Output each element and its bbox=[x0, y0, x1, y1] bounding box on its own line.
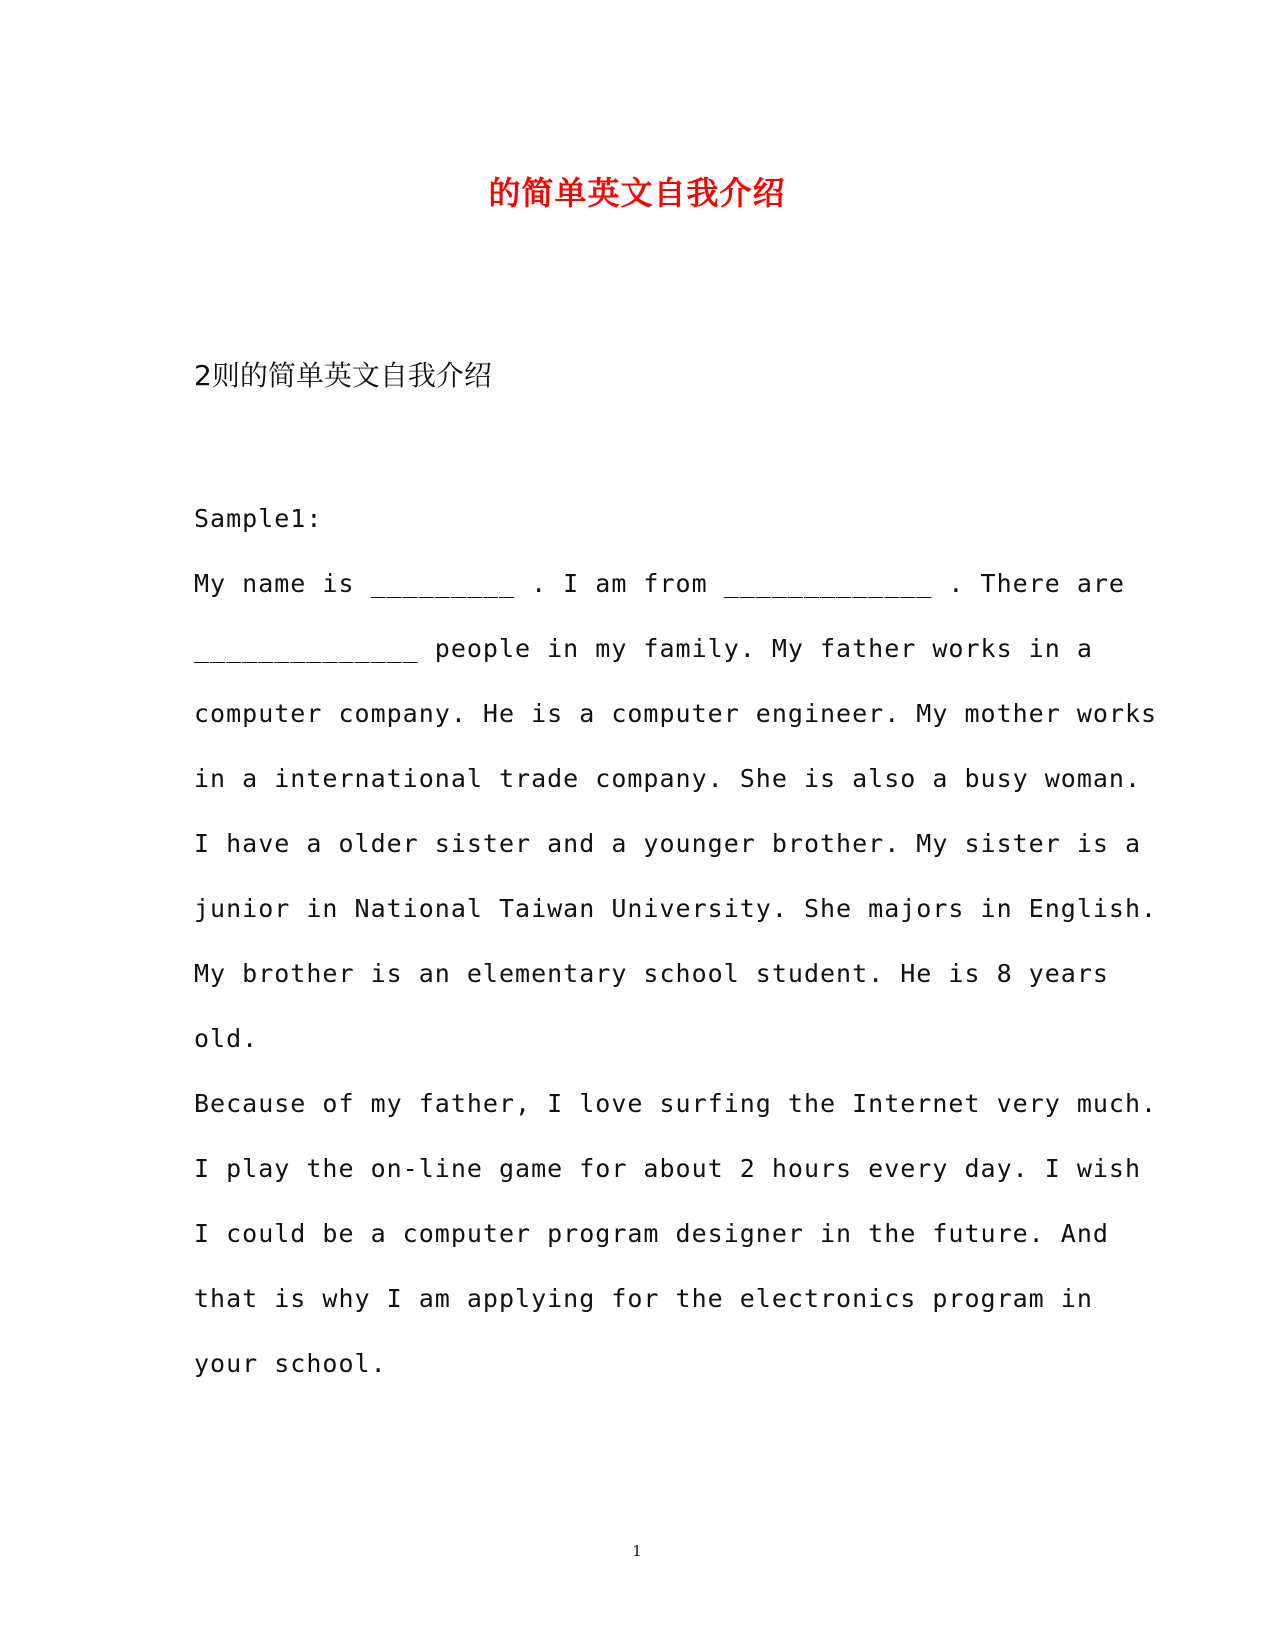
paragraph-line: I could be a computer program designer in the future. And bbox=[194, 1219, 1109, 1248]
paragraph-line: your school. bbox=[194, 1349, 387, 1378]
paragraph-line: My name is _________ . I am from _____________ . There are bbox=[194, 569, 1125, 598]
paragraph-line: computer company. He is a computer engineer. My mother works bbox=[194, 699, 1158, 728]
paragraph-line: in a international trade company. She is also a busy woman. bbox=[194, 764, 1142, 793]
paragraph-line: junior in National Taiwan University. She majors in English. bbox=[194, 894, 1158, 923]
paragraph-line: that is why I am applying for the electronics program in bbox=[194, 1284, 1093, 1313]
paragraph-line: My brother is an elementary school student. He is 8 years bbox=[194, 959, 1109, 988]
paragraph-line: Because of my father, I love surfing the Internet very much. bbox=[194, 1089, 1158, 1118]
paragraph-line: ______________ people in my family. My father works in a bbox=[194, 634, 1093, 663]
page-number: 1 bbox=[632, 1542, 642, 1560]
document-subtitle: 2则的简单英文自我介绍 bbox=[194, 359, 492, 392]
document-title: 的简单英文自我介绍 bbox=[488, 174, 786, 212]
paragraph-line: I play the on-line game for about 2 hours every day. I wish bbox=[194, 1154, 1142, 1183]
paragraph-line: old. bbox=[194, 1024, 259, 1053]
paragraph-line: I have a older sister and a younger brother. My sister is a bbox=[194, 829, 1142, 858]
document-body bbox=[194, 486, 1158, 1396]
sample-label: Sample1: bbox=[194, 504, 323, 533]
